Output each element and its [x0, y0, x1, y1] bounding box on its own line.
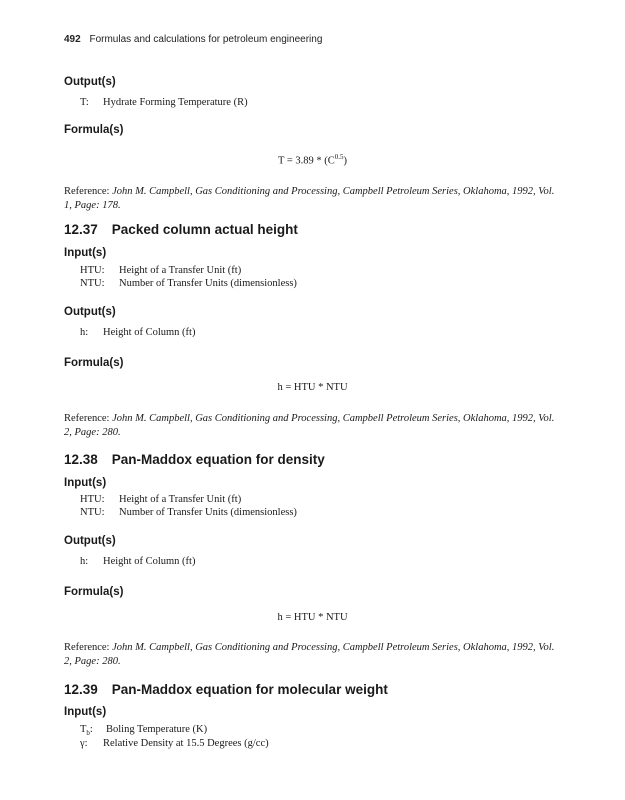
formula-rhs: ) — [343, 155, 348, 167]
reference-text: John M. Campbell, Gas Conditioning and Processing, Campbell Petroleum Series, Oklahoma, 1992, Vol. 1, Page: 178. — [64, 186, 555, 211]
input-heading: Input(s) — [64, 477, 107, 489]
section-number: 12.39 — [64, 682, 98, 697]
formula-heading: Formula(s) — [64, 586, 124, 598]
input-key: HTU: — [80, 265, 105, 276]
input-key: NTU: — [80, 507, 105, 518]
formula-exponent: 0.5 — [334, 153, 344, 161]
input-desc: Relative Density at 15.5 Degrees (g/cc) — [103, 738, 269, 749]
output-desc: Height of Column (ft) — [103, 327, 196, 338]
reference — [64, 412, 564, 439]
output-key: h: — [80, 327, 89, 338]
section-title: Packed column actual height — [111, 222, 298, 237]
input-row — [80, 724, 207, 737]
input-key: T — [80, 724, 87, 735]
section-heading-12-37 — [64, 222, 298, 237]
formula-top — [0, 153, 625, 167]
reference — [64, 641, 564, 668]
input-desc: Boling Temperature (K) — [106, 724, 208, 735]
reference-label: Reference: — [64, 642, 113, 653]
input-desc: Number of Transfer Units (dimensionless) — [119, 507, 297, 518]
section-title: Pan-Maddox equation for density — [111, 452, 325, 467]
output-heading: Output(s) — [64, 306, 116, 318]
input-desc: Height of a Transfer Unit (ft) — [119, 494, 242, 505]
input-row — [80, 494, 241, 505]
output-row-top — [80, 97, 248, 108]
input-row — [80, 265, 241, 276]
input-heading: Input(s) — [64, 706, 107, 718]
section-number: 12.38 — [64, 452, 98, 467]
running-title: Formulas and calculations for petroleum engineering — [89, 34, 323, 45]
input-desc: Height of a Transfer Unit (ft) — [119, 265, 242, 276]
output-heading: Output(s) — [64, 535, 116, 547]
reference-label: Reference: — [64, 413, 113, 424]
reference-text: John M. Campbell, Gas Conditioning and Processing, Campbell Petroleum Series, Oklahoma, 1992, Vol. 2, Page: 280. — [64, 642, 555, 667]
section-number: 12.37 — [64, 222, 98, 237]
reference-label: Reference: — [64, 186, 113, 197]
input-row — [80, 507, 297, 518]
formula: h = HTU * NTU — [277, 382, 348, 393]
output-key: T: — [80, 97, 89, 108]
section-heading-12-38 — [64, 452, 325, 467]
section-heading-12-39 — [64, 682, 388, 697]
output-heading-top: Output(s) — [64, 76, 116, 88]
formula: h = HTU * NTU — [277, 612, 348, 623]
input-row — [80, 738, 269, 749]
page-number: 492 — [64, 34, 81, 45]
input-key-subscript: b — [86, 729, 90, 738]
input-desc: Number of Transfer Units (dimensionless) — [119, 278, 297, 289]
input-key: γ: — [80, 738, 88, 749]
input-key: NTU: — [80, 278, 105, 289]
running-header — [64, 34, 322, 45]
output-row — [80, 327, 195, 338]
output-desc: Hydrate Forming Temperature (R) — [103, 97, 248, 108]
formula-lhs: T = 3.89 * (C — [277, 155, 335, 167]
formula-heading-top: Formula(s) — [64, 124, 124, 136]
input-heading: Input(s) — [64, 247, 107, 259]
output-key: h: — [80, 556, 89, 567]
input-row — [80, 278, 297, 289]
section-title: Pan-Maddox equation for molecular weight — [111, 682, 388, 697]
input-key: HTU: — [80, 494, 105, 505]
output-desc: Height of Column (ft) — [103, 556, 196, 567]
formula-heading: Formula(s) — [64, 357, 124, 369]
reference-text: John M. Campbell, Gas Conditioning and Processing, Campbell Petroleum Series, Oklahoma, 1992, Vol. 2, Page: 280. — [64, 413, 555, 438]
input-key-colon: : — [89, 724, 93, 735]
reference-top — [64, 185, 564, 212]
output-row — [80, 556, 195, 567]
